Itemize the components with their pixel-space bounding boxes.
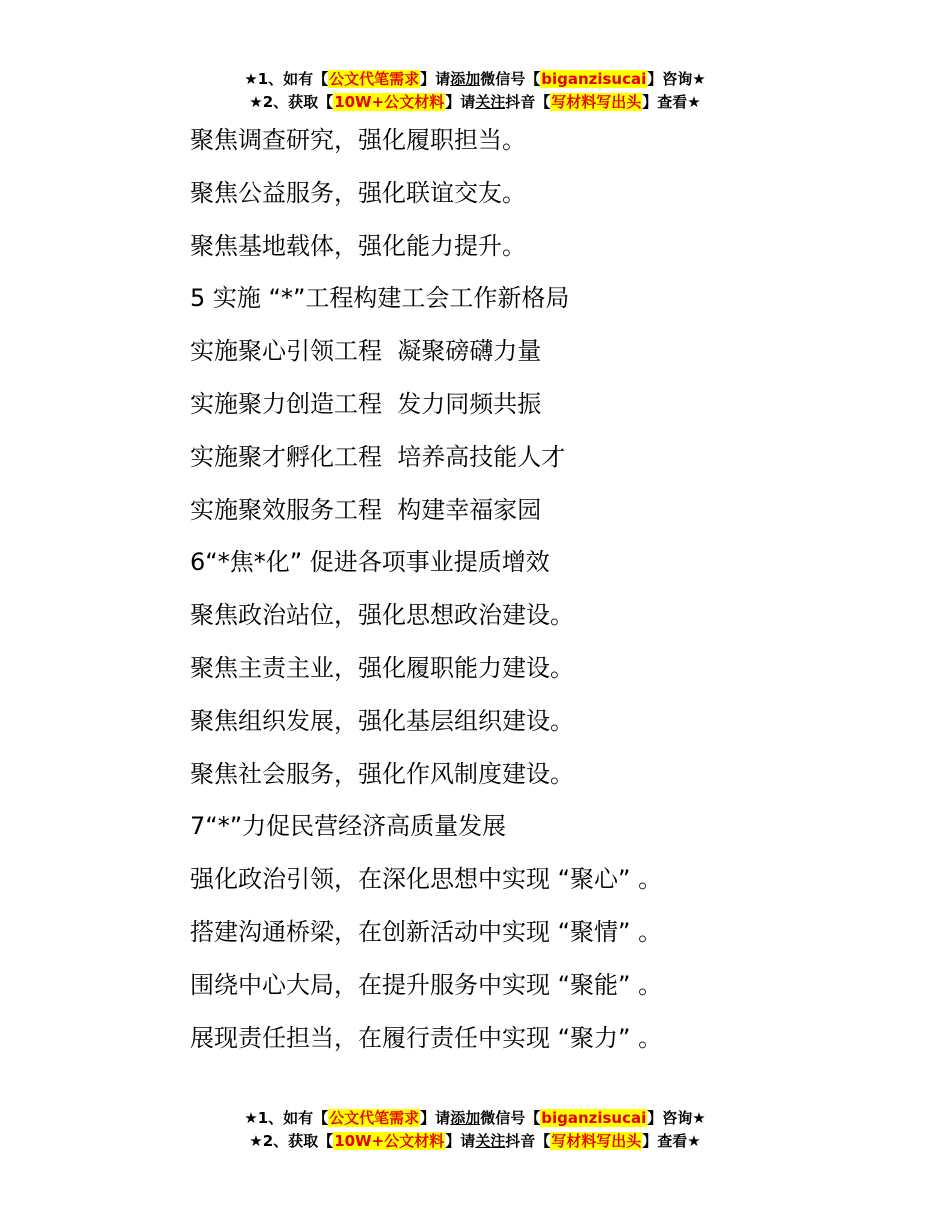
section-heading: 6“*焦*化” 促进各项事业提质增效 — [190, 548, 550, 577]
highlight-service: 公文代笔需求 — [329, 70, 420, 88]
text-line: 聚焦基地载体，强化能力提升。 — [190, 231, 526, 260]
header-banner — [0, 68, 950, 114]
banner-text: 】请 — [420, 70, 451, 88]
text-line: 实施聚效服务工程 构建幸福家园 — [190, 495, 542, 524]
banner-line-1 — [0, 68, 950, 91]
banner-text: 抖音【 — [505, 93, 551, 111]
banner-text: 】咨询★ — [647, 1109, 706, 1127]
banner-text: 】请 — [420, 1109, 451, 1127]
text-line: 围绕中心大局，在提升服务中实现 “聚能” 。 — [190, 970, 663, 999]
highlight-wechat-id: biganzisucai — [541, 1109, 647, 1127]
banner-text: 】请 — [445, 1132, 476, 1150]
text-line: 聚焦组织发展，强化基层组织建设。 — [190, 706, 574, 735]
underlined-text: 关注 — [475, 1132, 506, 1150]
banner-text: 微信号【 — [480, 1109, 541, 1127]
banner-text: ★2、获取【 — [249, 93, 334, 111]
text-line: 聚焦调查研究，强化履职担当。 — [190, 126, 526, 154]
highlight-douyin-account: 写材料写出头 — [551, 93, 642, 111]
section-heading: 7“*”力促民营经济高质量发展 — [190, 812, 507, 841]
underlined-text: 添加 — [450, 70, 481, 88]
footer-banner — [0, 1107, 950, 1153]
text-line: 展现责任担当，在履行责任中实现 “聚力” 。 — [190, 1023, 663, 1052]
banner-text: 微信号【 — [480, 70, 541, 88]
document-body — [190, 114, 890, 1064]
highlight-materials: 10W+公文材料 — [334, 93, 445, 111]
banner-text: ★1、如有【 — [244, 70, 329, 88]
banner-text: 抖音【 — [505, 1132, 551, 1150]
highlight-douyin-account: 写材料写出头 — [551, 1132, 642, 1150]
text-line: 聚焦公益服务，强化联谊交友。 — [190, 178, 526, 207]
text-line: 实施聚力创造工程 发力同频共振 — [190, 389, 542, 418]
banner-text: 】请 — [445, 93, 476, 111]
banner-text: 】查看★ — [642, 93, 701, 111]
text-line: 实施聚才孵化工程 培养高技能人才 — [190, 442, 566, 471]
underlined-text: 关注 — [475, 93, 506, 111]
banner-text: ★1、如有【 — [244, 1109, 329, 1127]
banner-line-1 — [0, 1107, 950, 1130]
highlight-wechat-id: biganzisucai — [541, 70, 647, 88]
highlight-service: 公文代笔需求 — [329, 1109, 420, 1127]
text-line: 聚焦政治站位，强化思想政治建设。 — [190, 601, 574, 630]
banner-line-2 — [0, 1130, 950, 1153]
text-line: 聚焦主责主业，强化履职能力建设。 — [190, 653, 574, 682]
highlight-materials: 10W+公文材料 — [334, 1132, 445, 1150]
section-heading: 5 实施 “*”工程构建工会工作新格局 — [190, 284, 570, 313]
banner-text: ★2、获取【 — [249, 1132, 334, 1150]
banner-text: 】咨询★ — [647, 70, 706, 88]
text-line: 实施聚心引领工程 凝聚磅礴力量 — [190, 337, 542, 366]
banner-line-2 — [0, 91, 950, 114]
text-line: 强化政治引领，在深化思想中实现 “聚心” 。 — [190, 865, 663, 894]
underlined-text: 添加 — [450, 1109, 481, 1127]
text-line: 搭建沟通桥梁，在创新活动中实现 “聚情” 。 — [190, 917, 663, 946]
banner-text: 】查看★ — [642, 1132, 701, 1150]
text-line: 聚焦社会服务，强化作风制度建设。 — [190, 759, 574, 788]
